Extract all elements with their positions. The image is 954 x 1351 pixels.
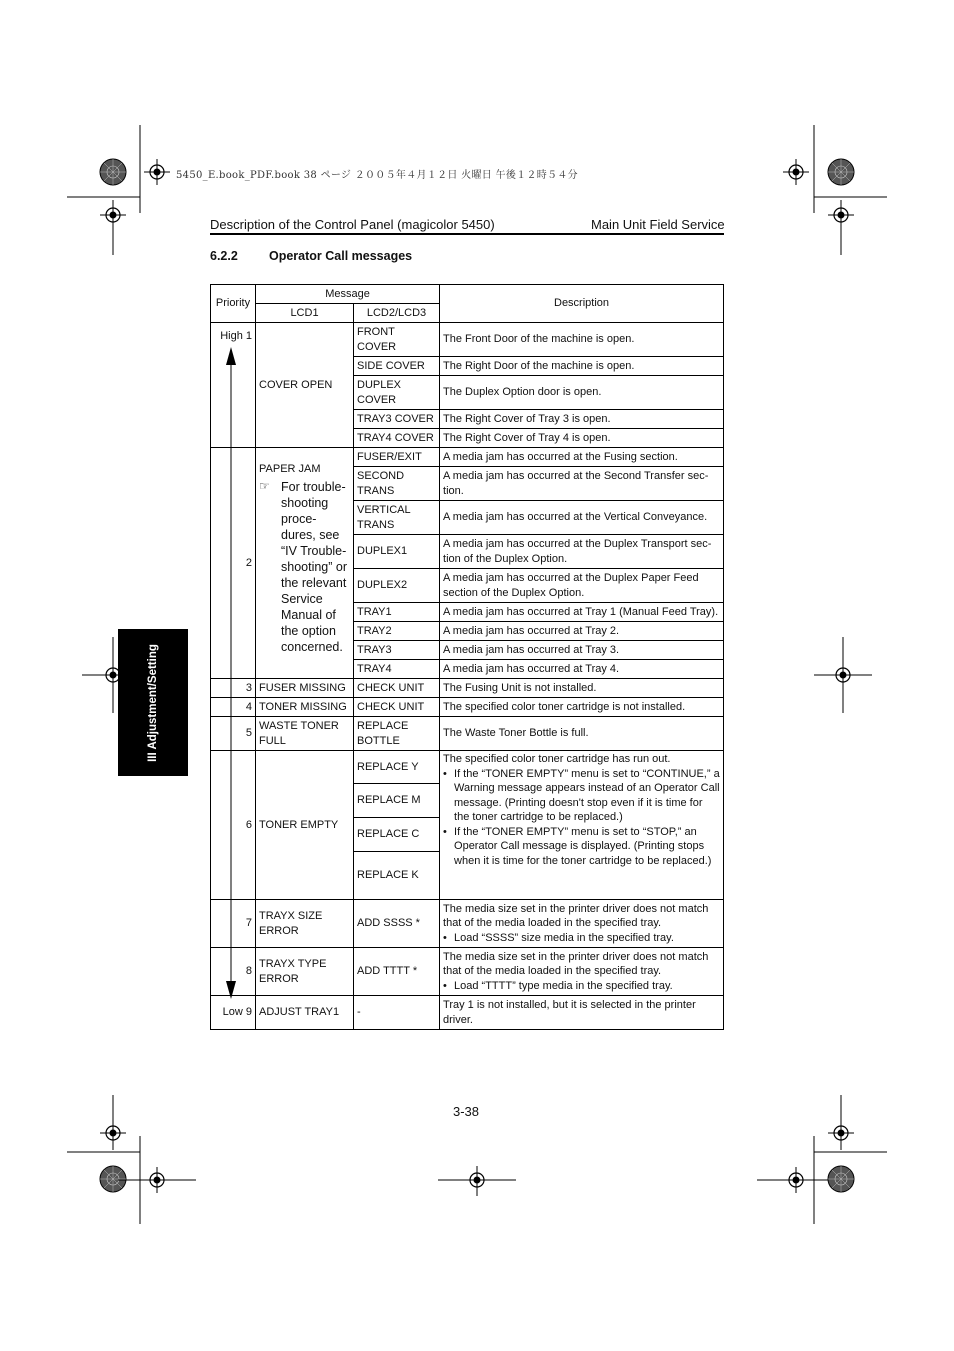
lcd2-cell: TRAY4 COVER <box>354 429 440 448</box>
bullet-text: If the “TONER EMPTY” menu is set to “STOP,” an Operator Call message is displayed. (Printing stops when it is time for the toner cartridge to be replaced.) <box>454 825 712 867</box>
description-cell: The Fusing Unit is not installed. <box>440 679 724 698</box>
header-lcd1: LCD1 <box>256 304 354 323</box>
page-number: 3-38 <box>453 1104 480 1119</box>
bullet-icon: • <box>443 931 447 944</box>
description-cell: A media jam has occurred at Tray 3. <box>440 641 724 660</box>
description-cell: A media jam has occurred at the Second Transfer sec-tion. <box>440 467 724 501</box>
bullet-text: If the “TONER EMPTY” menu is set to “CONTINUE,” a Warning message appears instead of an Operator Call message. (Printing doesn't stop even if it is time for the toner cartridge to be replaced.) <box>454 767 720 823</box>
description-cell: A media jam has occurred at the Fusing section. <box>440 448 724 467</box>
header-priority: Priority <box>211 285 256 323</box>
priority-cell: 5 <box>211 717 256 751</box>
lcd1-cell: ADJUST TRAY1 <box>256 996 354 1030</box>
description-cell <box>440 751 724 900</box>
table-row <box>211 698 724 717</box>
description-cell: A media jam has occurred at Tray 2. <box>440 622 724 641</box>
lcd2-cell: REPLACE BOTTLE <box>354 717 440 751</box>
chapter-side-tab-label: III Adjustment/Setting <box>147 643 159 762</box>
section-number: 6.2.2 <box>210 249 238 263</box>
bullet-icon: • <box>443 825 447 838</box>
lcd2-cell: REPLACE M <box>354 784 440 818</box>
lcd2-cell: ADD SSSS * <box>354 900 440 948</box>
lcd2-cell: TRAY3 COVER <box>354 410 440 429</box>
lcd2-cell: CHECK UNIT <box>354 679 440 698</box>
lcd1-cell <box>256 448 354 679</box>
table-row <box>211 996 724 1030</box>
priority-cell: 6 <box>211 751 256 900</box>
lcd2-cell: SIDE COVER <box>354 357 440 376</box>
description-cell: Tray 1 is not installed, but it is selected in the printer driver. <box>440 996 724 1030</box>
lcd2-cell: REPLACE K <box>354 852 440 900</box>
priority-cell: High 1 <box>211 323 256 448</box>
description-cell <box>440 900 724 948</box>
table-row <box>211 751 724 784</box>
lcd2-cell: DUPLEX2 <box>354 569 440 603</box>
priority-cell: 2 <box>211 448 256 679</box>
priority-cell: 4 <box>211 698 256 717</box>
lcd1-label: PAPER JAM <box>259 463 321 475</box>
lcd2-cell: DUPLEX COVER <box>354 376 440 410</box>
description-cell: A media jam has occurred at Tray 4. <box>440 660 724 679</box>
bullet-item <box>443 825 720 869</box>
priority-cell: Low 9 <box>211 996 256 1030</box>
lcd1-cell: TRAYX TYPE ERROR <box>256 948 354 996</box>
bullet-text: Load “TTTT” type media in the specified tray. <box>454 979 673 992</box>
running-header-left: Description of the Control Panel (magicolor 5450) <box>210 217 495 232</box>
description-cell: The Front Door of the machine is open. <box>440 323 724 357</box>
description-text: The media size set in the printer driver does not match that of the media loaded in the specified tray. <box>443 950 709 978</box>
table-row <box>211 323 724 357</box>
description-cell: A media jam has occurred at the Duplex Transport sec-tion of the Duplex Option. <box>440 535 724 569</box>
lcd1-cell: WASTE TONER FULL <box>256 717 354 751</box>
description-cell: A media jam has occurred at Tray 1 (Manual Feed Tray). <box>440 603 724 622</box>
description-cell: The specified color toner cartridge is not installed. <box>440 698 724 717</box>
reference-text: For trouble-shooting proce-dures, see “IV Trouble-shooting” or the relevant Service Manual of the option concerned. <box>281 479 348 654</box>
lcd2-cell: TRAY2 <box>354 622 440 641</box>
lcd2-cell: FUSER/EXIT <box>354 448 440 467</box>
description-cell: The Duplex Option door is open. <box>440 376 724 410</box>
print-info: 5450_E.book_PDF.book 38 ページ ２００５年４月１２日 火曜日 午後１２時５４分 <box>176 170 578 181</box>
description-cell: A media jam has occurred at the Vertical Conveyance. <box>440 501 724 535</box>
priority-cell: 8 <box>211 948 256 996</box>
bullet-item <box>443 767 720 825</box>
lcd2-cell: TRAY4 <box>354 660 440 679</box>
priority-cell: 3 <box>211 679 256 698</box>
description-cell: The Right Cover of Tray 3 is open. <box>440 410 724 429</box>
bullet-item <box>443 931 720 946</box>
description-text: The media size set in the printer driver does not match that of the media loaded in the specified tray. <box>443 902 709 930</box>
running-header-right: Main Unit Field Service <box>591 217 725 232</box>
header-rule <box>210 233 724 235</box>
table-row <box>211 448 724 467</box>
lcd2-cell: SECOND TRANS <box>354 467 440 501</box>
bullet-text: Load “SSSS” size media in the specified tray. <box>454 931 674 944</box>
header-description: Description <box>440 285 724 323</box>
lcd2-cell: TRAY1 <box>354 603 440 622</box>
chapter-side-tab <box>118 629 188 776</box>
description-cell <box>440 948 724 996</box>
header-message: Message <box>256 285 440 304</box>
description-cell: The Waste Toner Bottle is full. <box>440 717 724 751</box>
reference-hand-icon: ☞ <box>259 478 270 493</box>
reference-note <box>259 479 350 655</box>
lcd2-cell: DUPLEX1 <box>354 535 440 569</box>
lcd2-cell: FRONT COVER <box>354 323 440 357</box>
table-row <box>211 717 724 751</box>
lcd1-cell: FUSER MISSING <box>256 679 354 698</box>
bullet-icon: • <box>443 979 447 992</box>
lcd2-cell: ADD TTTT * <box>354 948 440 996</box>
description-cell: The Right Door of the machine is open. <box>440 357 724 376</box>
table-row <box>211 900 724 948</box>
description-cell: A media jam has occurred at the Duplex Paper Feed section of the Duplex Option. <box>440 569 724 603</box>
lcd2-cell: - <box>354 996 440 1030</box>
description-intro: The specified color toner cartridge has run out. <box>443 753 671 765</box>
operator-call-table <box>210 284 724 1030</box>
lcd2-cell: REPLACE C <box>354 818 440 852</box>
lcd1-cell: TONER MISSING <box>256 698 354 717</box>
lcd2-cell: REPLACE Y <box>354 751 440 784</box>
lcd2-cell: CHECK UNIT <box>354 698 440 717</box>
lcd1-cell: COVER OPEN <box>256 323 354 448</box>
description-cell: The Right Cover of Tray 4 is open. <box>440 429 724 448</box>
priority-cell: 7 <box>211 900 256 948</box>
lcd1-cell: TRAYX SIZE ERROR <box>256 900 354 948</box>
header-lcd2: LCD2/LCD3 <box>354 304 440 323</box>
lcd1-cell: TONER EMPTY <box>256 751 354 900</box>
bullet-item <box>443 979 720 994</box>
lcd2-cell: VERTICAL TRANS <box>354 501 440 535</box>
table-row <box>211 948 724 996</box>
bullet-icon: • <box>443 767 447 780</box>
lcd2-cell: TRAY3 <box>354 641 440 660</box>
table-row <box>211 679 724 698</box>
section-title: Operator Call messages <box>269 249 413 263</box>
